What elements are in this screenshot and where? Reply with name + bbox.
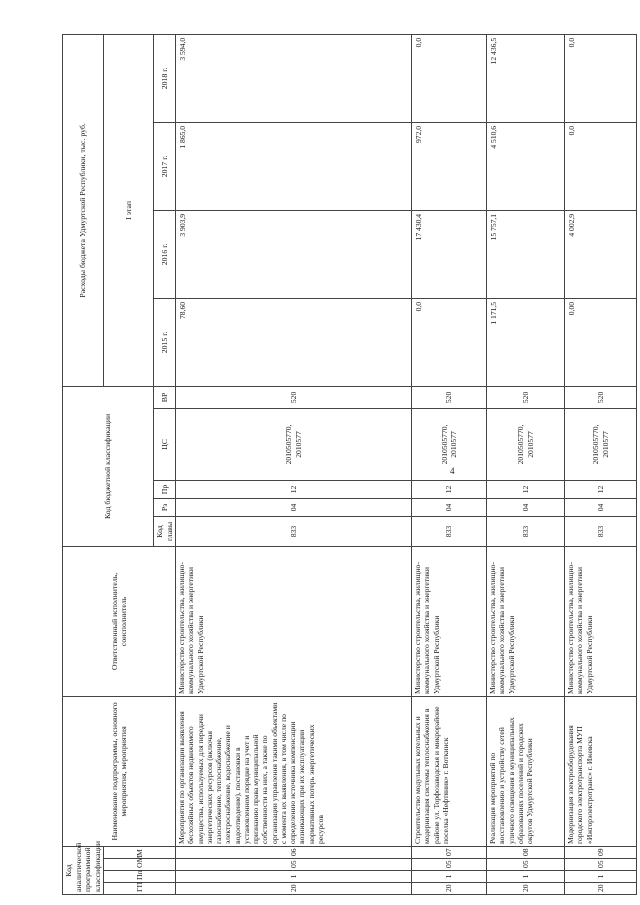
cell-pp: 1	[487, 871, 565, 883]
cell-2016: 3 903,9	[176, 210, 412, 298]
header-2015: 2015 г.	[154, 298, 176, 386]
cell-executor: Министерство строительства, жилищно-коммунального хозяйства и энергетики Удмуртской Республики	[176, 546, 412, 696]
cell-2018: 12 436,5	[487, 34, 565, 122]
cell-name: Мероприятия по организации выявления бесхозяйных объектов недвижимого имущества, используемых для передачи энергетических ресурсов (включая газоснабжение, теплоснабжение, электроснабжение, водоснабжение и водоотведение), постановки в установленном порядке на учет и признанию права муниципальной собственности на них, а также по организации управления такими объектами с момента их выявления, в том числе по определению источника компенсации возникающих при их эксплуатации нормативных потерь энергетических ресурсов	[176, 696, 412, 846]
cell-rz: 04	[176, 498, 412, 516]
cell-gp: 20	[565, 883, 637, 895]
cell-cs: 2010505770, 2010577	[176, 408, 412, 480]
cell-name: Модернизация электрооборудования городского электротранспорта МУП «Ижгорэлектротранс» г. Ижевска	[565, 696, 637, 846]
cell-om: 05	[565, 859, 637, 871]
cell-cs: 2010505770, 2010577	[487, 408, 565, 480]
cell-pp: 1	[412, 871, 487, 883]
header-2016: 2016 г.	[154, 210, 176, 298]
cell-om: 05	[176, 859, 412, 871]
cell-glava: 833	[412, 516, 487, 546]
cell-executor: Министерство строительства, жилищно-коммунального хозяйства и энергетики Удмуртской Республики	[487, 546, 565, 696]
cell-2018: 3 594,0	[176, 34, 412, 122]
header-name: Наименование подпрограммы, основного мероприятия, мероприятия	[63, 696, 176, 846]
cell-pr: 12	[565, 480, 637, 498]
table-row	[412, 34, 487, 894]
header-om: ОМ	[104, 859, 176, 871]
header-pr: Пр	[154, 480, 176, 498]
header-glava: Код главы	[154, 516, 176, 546]
cell-2018: 0,0	[412, 34, 487, 122]
cell-om: 05	[412, 859, 487, 871]
header-budget-code: Код бюджетной классификации	[63, 386, 154, 546]
cell-glava: 833	[487, 516, 565, 546]
cell-2015: 78,60	[176, 298, 412, 386]
cell-pr: 12	[176, 480, 412, 498]
table-row	[176, 34, 412, 894]
cell-2017: 4 510,6	[487, 122, 565, 210]
cell-2017: 1 865,0	[176, 122, 412, 210]
cell-glava: 833	[565, 516, 637, 546]
cell-2016: 4 002,9	[565, 210, 637, 298]
cell-2016: 15 757,1	[487, 210, 565, 298]
cell-2017: 972,0	[412, 122, 487, 210]
cell-rz: 04	[487, 498, 565, 516]
cell-2015: 0,00	[565, 298, 637, 386]
header-executor: Ответственный исполнитель, соисполнитель	[63, 546, 176, 696]
cell-m: 09	[565, 846, 637, 858]
cell-pr: 12	[487, 480, 565, 498]
cell-pp: 1	[565, 871, 637, 883]
table-row	[487, 34, 565, 894]
header-m: М	[104, 846, 176, 858]
cell-executor: Министерство строительства, жилищно-коммунального хозяйства и энергетики Удмуртской Республики	[565, 546, 637, 696]
header-2018: 2018 г.	[154, 34, 176, 122]
header-rz: Рз	[154, 498, 176, 516]
cell-vr: 520	[176, 386, 412, 408]
budget-table	[62, 34, 637, 895]
cell-2015: 0,0	[412, 298, 487, 386]
cell-glava: 833	[176, 516, 412, 546]
header-gp: ГП	[104, 883, 176, 895]
cell-pr: 12	[412, 480, 487, 498]
cell-name: Реализация мероприятий по восстановлению и устройству сетей уличного освещения в муниципальных образованиях поселений и городских округов Удмуртской Республики	[487, 696, 565, 846]
cell-m: 07	[412, 846, 487, 858]
header-expenses: Расходы бюджета Удмуртской Республики, тыс. руб.	[63, 34, 104, 386]
cell-om: 05	[487, 859, 565, 871]
cell-gp: 20	[487, 883, 565, 895]
page-number: 4	[450, 466, 455, 476]
cell-2018: 0,0	[565, 34, 637, 122]
cell-rz: 04	[412, 498, 487, 516]
header-pp: Пп	[104, 871, 176, 883]
header-analytic-code: Код аналитической программной классификации	[63, 846, 104, 894]
cell-vr: 520	[565, 386, 637, 408]
header-2017: 2017 г.	[154, 122, 176, 210]
cell-cs: 2010505770, 2010577	[412, 408, 487, 480]
cell-2016: 17 430,4	[412, 210, 487, 298]
cell-m: 06	[176, 846, 412, 858]
cell-gp: 20	[176, 883, 412, 895]
cell-vr: 520	[487, 386, 565, 408]
cell-pp: 1	[176, 871, 412, 883]
cell-m: 08	[487, 846, 565, 858]
table-row	[565, 34, 637, 894]
cell-name: Строительство модульных котельных и модернизация системы теплоснабжения в районе ул. Торфозаводская и микрорайоне поселка «Нефтяник» г. Воткинск	[412, 696, 487, 846]
cell-executor: Министерство строительства, жилищно-коммунального хозяйства и энергетики Удмуртской Республики	[412, 546, 487, 696]
cell-rz: 04	[565, 498, 637, 516]
budget-table-sheet	[62, 35, 617, 895]
header-vr: ВР	[154, 386, 176, 408]
cell-vr: 520	[412, 386, 487, 408]
cell-gp: 20	[412, 883, 487, 895]
cell-2017: 0,0	[565, 122, 637, 210]
cell-cs: 2010505770, 2010577	[565, 408, 637, 480]
header-cs: ЦС	[154, 408, 176, 480]
header-stage: I этап	[104, 34, 154, 386]
cell-2015: 1 171,5	[487, 298, 565, 386]
